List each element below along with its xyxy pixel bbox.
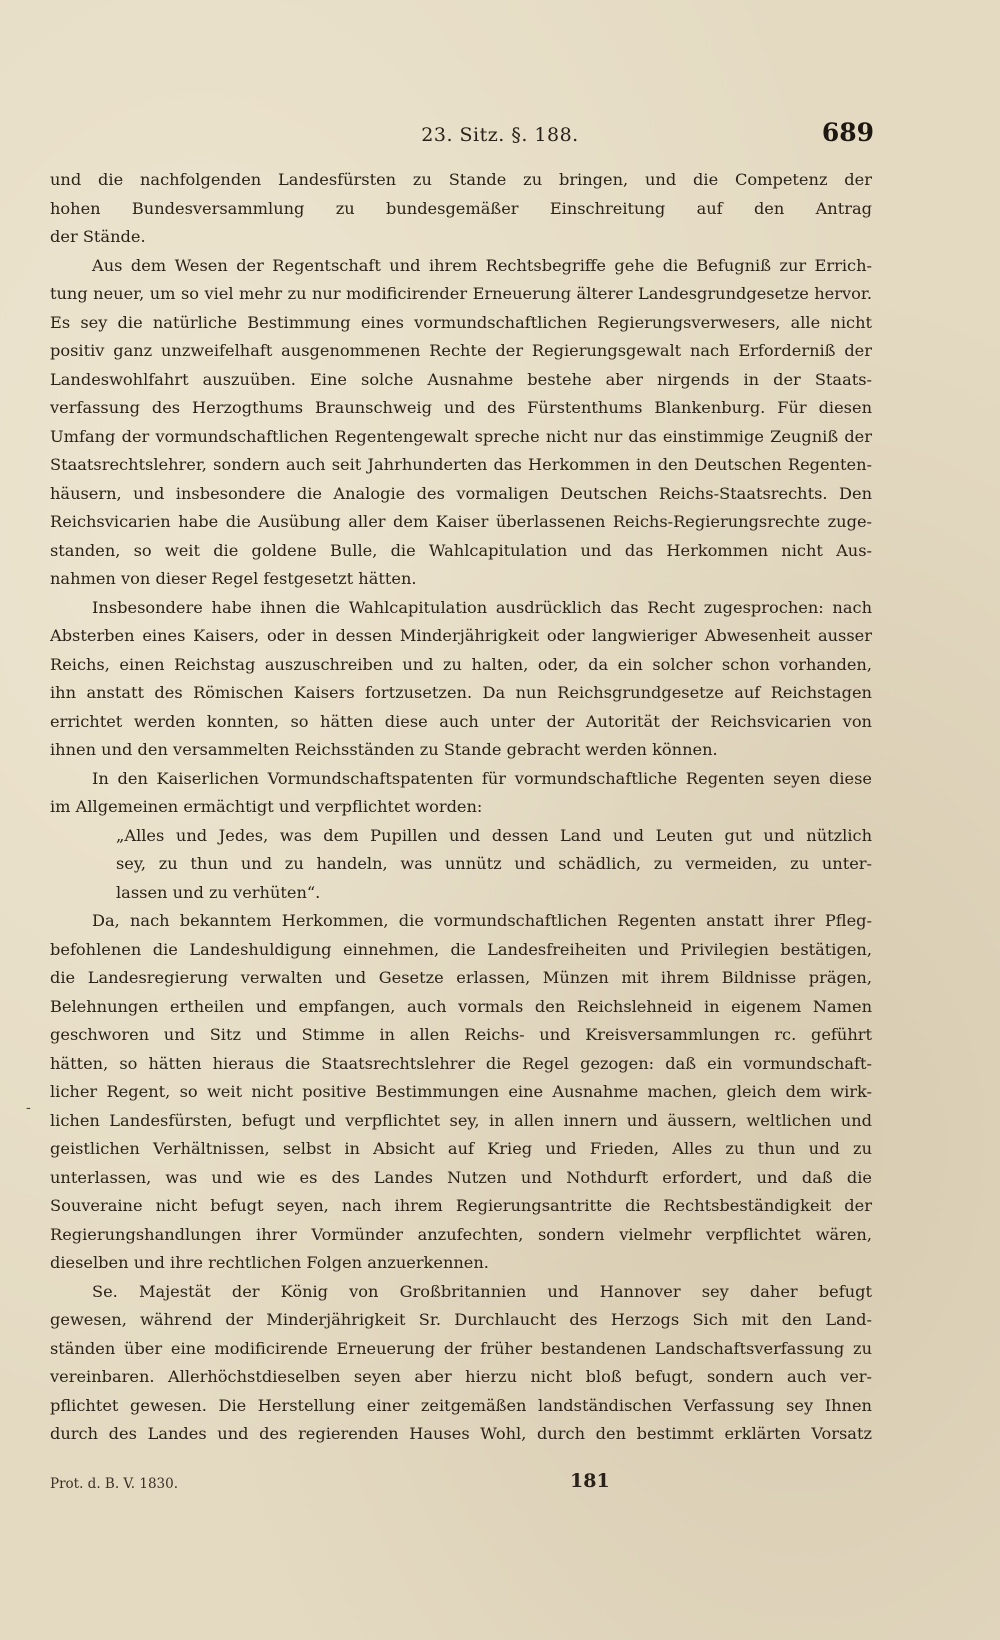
text-line: Aus dem Wesen der Regentschaft und ihrem Rechtsbegriffe gehe die Befugniß zur Errich- [92, 255, 872, 275]
text-line: Belehnungen ertheilen und empfangen, auch vormals den Reichslehneid in eigenem Namen [50, 996, 872, 1016]
text-line: ihn anstatt des Römischen Kaisers fortzusetzen. Da nun Reichsgrundgesetze auf Reichstagen [50, 683, 872, 702]
text-line: licher Regent, so weit nicht positive Bestimmungen eine Ausnahme machen, gleich dem wirk- [50, 1082, 872, 1101]
text-line: geistlichen Verhältnissen, selbst in Absicht auf Krieg und Frieden, Alles zu thun und zu [50, 1139, 872, 1158]
page-footer [50, 1470, 872, 1500]
text-line: unterlassen, was und wie es des Landes Nutzen und Nothdurft erfordert, und daß die [50, 1167, 872, 1187]
text-line: die Landesregierung verwalten und Gesetze erlassen, Münzen mit ihrem Bildnisse prägen, [50, 968, 872, 987]
text-line: hohen Bundesversammlung zu bundesgemäßer Einschreitung auf den Antrag [50, 198, 872, 218]
text-line: Regierungshandlungen ihrer Vormünder anzufechten, sondern vielmehr verpflichtet wären, [50, 1224, 872, 1244]
text-line: nahmen von dieser Regel festgesetzt hätten. [50, 569, 417, 588]
text-line: vereinbaren. Allerhöchstdieselben seyen aber hierzu nicht bloß befugt, sondern auch ver- [50, 1367, 872, 1386]
text-line: dieselben und ihre rechtlichen Folgen anzuerkennen. [50, 1253, 489, 1272]
text-line: Es sey die natürliche Bestimmung eines vormundschaftlichen Regierungsverwesers, alle nicht [50, 312, 872, 332]
text-line: In den Kaiserlichen Vormundschaftspatenten für vormundschaftliche Regenten seyen diese [92, 768, 872, 788]
text-line: Se. Majestät der König von Großbritannien und Hannover sey daher befugt [92, 1281, 872, 1301]
text-line: pflichtet gewesen. Die Herstellung einer zeitgemäßen landständischen Verfassung sey Ihnen [50, 1395, 872, 1415]
text-line: Umfang der vormundschaftlichen Regentengewalt spreche nicht nur das einstimmige Zeugniß der [50, 426, 872, 446]
signature-mark: 181 [570, 1470, 610, 1492]
margin-mark: - [26, 1100, 31, 1116]
text-line: lichen Landesfürsten, befugt und verpflichtet sey, in allen innern und äussern, weltlichen und [50, 1110, 872, 1130]
text-line: errichtet werden konnten, so hätten diese auch unter der Autorität der Reichsvicarien von [50, 711, 872, 731]
text-line: tung neuer, um so viel mehr zu nur modificirender Erneuerung älterer Landesgrundgesetze hervor. [50, 284, 872, 303]
text-line: Reichsvicarien habe die Ausübung aller dem Kaiser überlassenen Reichs-Regierungsrechte zuge- [50, 512, 872, 531]
text-line: der Stände. [50, 227, 146, 246]
footer-citation: Prot. d. B. V. 1830. [50, 1476, 179, 1492]
text-line: Reichs, einen Reichstag auszuschreiben und zu halten, oder, da ein solcher schon vorhanden, [50, 654, 872, 674]
text-line: häusern, und insbesondere die Analogie des vormaligen Deutschen Reichs-Staatsrechts. Den [50, 483, 872, 503]
text-line: Landeswohlfahrt auszuüben. Eine solche Ausnahme bestehe aber nirgends in der Staats- [50, 369, 872, 389]
running-header [0, 118, 1000, 158]
text-line: gewesen, während der Minderjährigkeit Sr. Durchlaucht des Herzogs Sich mit den Land- [50, 1310, 872, 1329]
text-line: und die nachfolgenden Landesfürsten zu Stande zu bringen, und die Competenz der [50, 170, 872, 189]
quote-line: sey, zu thun und zu handeln, was unnütz und schädlich, zu vermeiden, zu unter- [116, 854, 872, 873]
text-line: Insbesondere habe ihnen die Wahlcapitulation ausdrücklich das Recht zugesprochen: nach [92, 597, 872, 617]
text-line: standen, so weit die goldene Bulle, die Wahlcapitulation und das Herkommen nicht Aus- [50, 540, 872, 560]
text-line: Staatsrechtslehrer, sondern auch seit Jahrhunderten das Herkommen in den Deutschen Regenten- [50, 455, 872, 474]
body-text [50, 166, 872, 1449]
text-line: im Allgemeinen ermächtigt und verpflichtet worden: [50, 797, 483, 816]
text-line: ihnen und den versammelten Reichsständen zu Stande gebracht werden können. [50, 740, 718, 759]
text-line: Absterben eines Kaisers, oder in dessen Minderjährigkeit oder langwieriger Abwesenheit ausser [50, 626, 872, 645]
running-title: 23. Sitz. §. 188. [421, 124, 579, 146]
text-line: verfassung des Herzogthums Braunschweig und des Fürstenthums Blankenburg. Für diesen [50, 398, 872, 417]
text-line: ständen über eine modificirende Erneuerung der früher bestandenen Landschaftsverfassung zu [50, 1338, 872, 1358]
text-line: Da, nach bekanntem Herkommen, die vormundschaftlichen Regenten anstatt ihrer Pfleg- [92, 911, 872, 930]
text-line: durch des Landes und des regierenden Hauses Wohl, durch den bestimmt erklärten Vorsatz [50, 1424, 872, 1443]
text-line: geschworen und Sitz und Stimme in allen Reichs- und Kreisversammlungen rc. geführt [50, 1025, 872, 1044]
text-line: positiv ganz unzweifelhaft ausgenommenen Rechte der Regierungsgewalt nach Erforderniß der [50, 341, 872, 360]
text-line: hätten, so hätten hieraus die Staatsrechtslehrer die Regel gezogen: daß ein vormundschaft- [50, 1053, 872, 1073]
quote-line: „Alles und Jedes, was dem Pupillen und dessen Land und Leuten gut und nützlich [116, 825, 872, 845]
page-number: 689 [821, 118, 874, 147]
quote-line: lassen und zu verhüten“. [116, 882, 321, 902]
text-line: Souveraine nicht befugt seyen, nach ihrem Regierungsantritte die Rechtsbeständigkeit der [50, 1196, 872, 1215]
text-line: befohlenen die Landeshuldigung einnehmen, die Landesfreiheiten und Privilegien bestätigen, [50, 939, 872, 959]
